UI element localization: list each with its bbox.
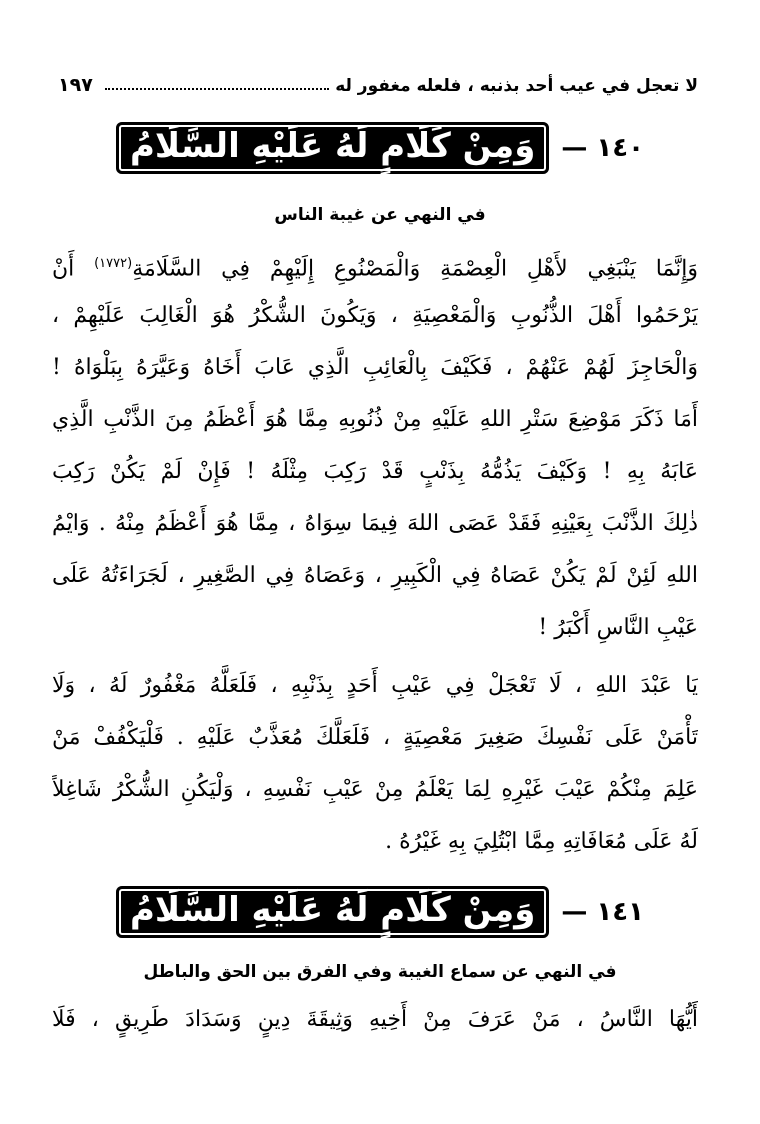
section-subtitle: في النهي عن غيبة الناس [274,205,486,225]
page-number: ١٩٧ [58,74,93,96]
paragraph-1 [52,238,698,654]
section-subtitle: في النهي عن سماع الغيبة وفي الفرق بين الحق والباطل [143,962,617,982]
text-line: اللهِ لَئِنْ لَمْ يَكُنْ عَصَاهُ فِي الْكَبِيرِ ، وَعَصَاهُ فِي الصَّغِيرِ ، لَجَرَاءَتُهُ عَلَى [52,563,698,588]
text-line: تَأْمَنْ عَلَى نَفْسِكَ صَغِيرَ مَعْصِيَةٍ ، فَلَعَلَّكَ مُعَذَّبٌ عَلَيْهِ . فَلْيَكْفُفْ مَنْ [52,725,698,750]
text-line: عَابَهُ بِهِ ! وَكَيْفَ يَذُمُّهُ بِذَنْبٍ قَدْ رَكِبَ مِثْلَهُ ! فَإِنْ لَمْ يَكُنْ رَكِبَ [52,459,698,484]
section-number: ١٤٠ — [561,133,645,163]
text-line: وَالْحَاجِزَ لَهُمْ عَنْهُمْ ، فَكَيْفَ بِالْعَائِبِ الَّذِي عَابَ أَخَاهُ وَعَيَّرَهُ بِبَلْوَاهُ ! [52,355,698,380]
text-line: أَيُّهَا النَّاسُ ، مَنْ عَرَفَ مِنْ أَخِيهِ وَثِيقَةَ دِينٍ وَسَدَادَ طَرِيقٍ ، فَلَا [52,1007,698,1032]
footnote-marker: (١٧٧٢) [94,256,133,271]
text-line: عَيْبِ النَّاسِ أَكْبَرُ ! [538,615,698,640]
text-line: عَلِمَ مِنْكُمْ عَيْبَ غَيْرِهِ لِمَا يَعْلَمُ مِنْ عَيْبِ نَفْسِهِ ، وَلْيَكُنِ الشُّكْرُ شَاغِلاً [52,777,698,802]
section-number: ١٤١ — [561,897,645,927]
text-line: لَهُ عَلَى مُعَافَاتِهِ مِمَّا ابْتُلِيَ بِهِ غَيْرُهُ . [385,829,698,854]
section-heading-140 [0,118,760,178]
text-line: أَمَا ذَكَرَ مَوْضِعَ سَتْرِ اللهِ عَلَيْهِ مِنْ ذُنُوبِهِ مِمَّا هُوَ أَعْظَمُ مِنَ الذَّنْبِ الَّذِي [52,407,698,432]
calligraphic-heading: وَمِنْ كَلَامٍ لَهُ عَلَيْهِ السَّلَامُ [116,122,549,174]
text-line: وَإِنَّمَا يَنْبَغِي لأَهْلِ الْعِصْمَةِ وَالْمَصْنُوعِ إِلَيْهِمْ فِي السَّلَامَةِ$^{(١٧٧٢)}$ أَنْ [52,256,698,282]
text-line: يَرْحَمُوا أَهْلَ الذُّنُوبِ وَالْمَعْصِيَةِ ، وَيَكُونَ الشُّكْرُ هُوَ الْغَالِبَ عَلَيْهِمْ ، [52,303,698,328]
header-dotted-leader [105,88,329,90]
text-line: يَا عَبْدَ اللهِ ، لَا تَعْجَلْ فِي عَيْبِ أَحَدٍ بِذَنْبِهِ ، فَلَعَلَّهُ مَغْفُورٌ لَهُ ، وَلَا [52,673,698,698]
paragraph-2 [52,660,698,868]
section-heading-141 [0,882,760,942]
text-line: ذٰلِكَ الذَّنْبَ بِعَيْنِهِ فَقَدْ عَصَى اللهَ فِيمَا سِوَاهُ ، مِمَّا هُوَ أَعْظَمُ مِنْهُ . وَايْمُ [52,511,698,536]
paragraph-3 [52,994,698,1046]
running-header [58,70,698,96]
calligraphic-heading: وَمِنْ كَلَامٍ لَهُ عَلَيْهِ السَّلَامُ [116,886,549,938]
running-title: لا تعجل في عيب أحد بذنبه ، فلعله مغفور له [335,76,698,96]
